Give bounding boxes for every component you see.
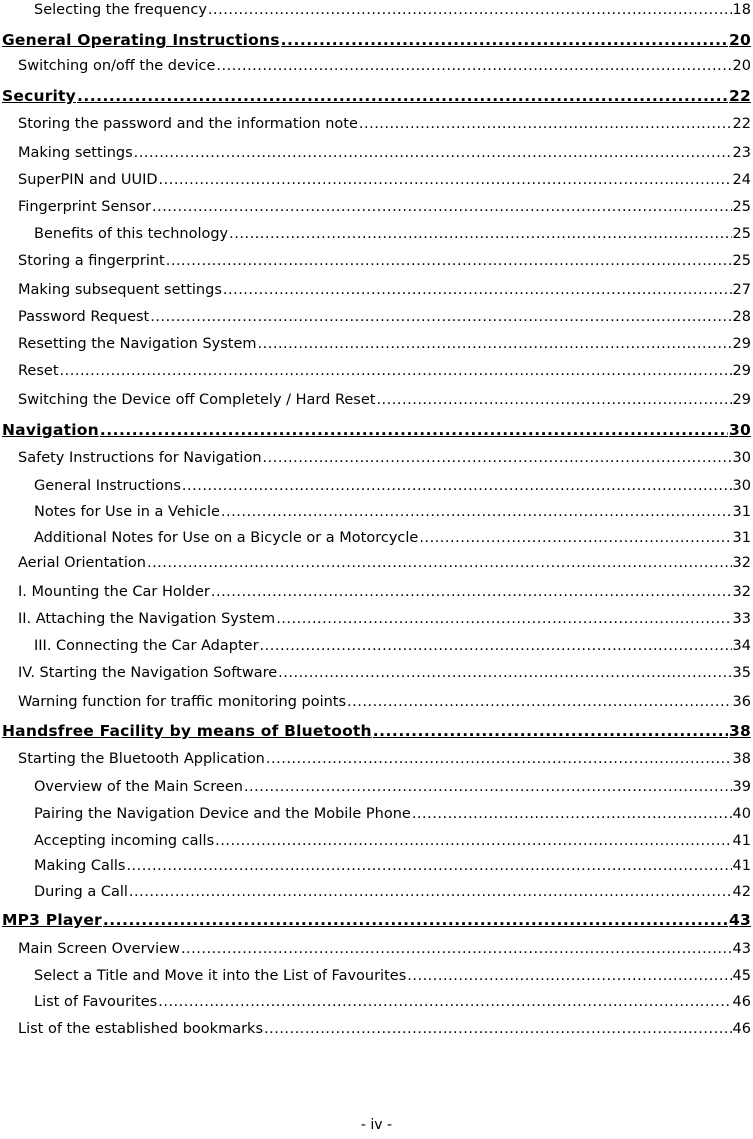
toc-entry[interactable] (18, 199, 751, 215)
page-number: - iv - (360, 1117, 393, 1133)
toc-entry-title: Benefits of this technology (34, 226, 229, 242)
toc-entry-page: 30 (729, 421, 751, 439)
toc-entry-page: 45 (732, 968, 751, 984)
toc-entry[interactable] (34, 858, 751, 874)
toc-entry-title: Select a Title and Move it into the List of Favourites (34, 968, 407, 984)
toc-entry[interactable] (18, 336, 751, 352)
toc-entry-page: 38 (732, 751, 751, 767)
toc-entry[interactable] (18, 363, 751, 379)
toc-entry-page: 25 (732, 226, 751, 242)
toc-section-heading[interactable] (2, 31, 751, 49)
toc-entry-title: Making subsequent settings (18, 282, 222, 298)
toc-entry-page: 36 (732, 694, 751, 710)
dot-leader (244, 779, 732, 795)
toc-entry-title: Safety Instructions for Navigation (18, 450, 262, 466)
toc-entry-page: 41 (732, 858, 751, 874)
toc-entry[interactable] (34, 968, 751, 984)
toc-entry[interactable] (34, 478, 751, 494)
toc-entry[interactable] (18, 555, 751, 571)
toc-section-heading[interactable] (2, 911, 751, 929)
toc-entry[interactable] (34, 779, 751, 795)
toc-entry-page: 23 (732, 145, 751, 161)
dot-leader (126, 858, 731, 874)
dot-leader (260, 638, 732, 654)
toc-entry-title: Security (2, 87, 76, 105)
toc-entry-title: III. Connecting the Car Adapter (34, 638, 259, 654)
toc-entry-page: 31 (732, 504, 751, 520)
toc-entry-page: 20 (732, 58, 751, 74)
dot-leader (276, 611, 731, 627)
toc-entry-page: 46 (732, 1021, 751, 1037)
toc-entry[interactable] (34, 806, 751, 822)
dot-leader (373, 722, 728, 740)
toc-entry-page: 46 (732, 994, 751, 1010)
dot-leader (100, 421, 728, 439)
dot-leader (60, 363, 732, 379)
toc-entry-page: 43 (729, 911, 751, 929)
dot-leader (77, 87, 728, 105)
toc-entry-title: Storing the password and the information note (18, 116, 358, 132)
toc-entry-page: 29 (732, 363, 751, 379)
toc-entry-page: 25 (732, 199, 751, 215)
dot-leader (258, 336, 732, 352)
dot-leader (147, 555, 732, 571)
toc-entry-page: 43 (732, 941, 751, 957)
dot-leader (376, 392, 731, 408)
toc-entry-title: Password Request (18, 309, 150, 325)
toc-entry-page: 25 (732, 253, 751, 269)
toc-entry-title: Accepting incoming calls (34, 833, 215, 849)
toc-entry-title: Resetting the Navigation System (18, 336, 257, 352)
toc-entry-title: Handsfree Facility by means of Bluetooth (2, 722, 372, 740)
toc-entry-page: 30 (732, 478, 751, 494)
toc-entry[interactable] (18, 665, 751, 681)
toc-entry-title: Starting the Bluetooth Application (18, 751, 265, 767)
toc-entry[interactable] (18, 253, 751, 269)
toc-entry[interactable] (34, 994, 751, 1010)
toc-entry-page: 31 (732, 530, 751, 546)
toc-entry-title: Overview of the Main Screen (34, 779, 243, 795)
toc-entry-title: During a Call (34, 884, 128, 900)
toc-section-heading[interactable] (2, 87, 751, 105)
toc-entry-title: Selecting the frequency (34, 2, 207, 18)
toc-entry-title: Main Screen Overview (18, 941, 180, 957)
toc-entry-title: Storing a fingerprint (18, 253, 165, 269)
dot-leader (211, 584, 732, 600)
toc-entry-title: General Instructions (34, 478, 181, 494)
toc-entry-title: General Operating Instructions (2, 31, 280, 49)
dot-leader (129, 884, 732, 900)
toc-entry-page: 27 (732, 282, 751, 298)
toc-entry-page: 42 (732, 884, 751, 900)
toc-entry[interactable] (18, 145, 751, 161)
toc-entry-title: Pairing the Navigation Device and the Mobile Phone (34, 806, 411, 822)
toc-entry-page: 20 (729, 31, 751, 49)
dot-leader (359, 116, 732, 132)
toc-entry[interactable] (34, 833, 751, 849)
toc-section-heading[interactable] (2, 421, 751, 439)
toc-entry[interactable] (18, 694, 751, 710)
toc-entry[interactable] (34, 2, 751, 18)
dot-leader (159, 172, 732, 188)
toc-entry-title: Reset (18, 363, 59, 379)
toc-entry-page: 33 (732, 611, 751, 627)
dot-leader (223, 282, 732, 298)
toc-entry-title: Making settings (18, 145, 133, 161)
toc-entry[interactable] (34, 638, 751, 654)
dot-leader (221, 504, 732, 520)
toc-entry[interactable] (18, 116, 751, 132)
dot-leader (229, 226, 731, 242)
toc-entry-page: 40 (732, 806, 751, 822)
toc-entry-page: 29 (732, 336, 751, 352)
toc-entry-page: 38 (729, 722, 751, 740)
toc-entry-title: Fingerprint Sensor (18, 199, 151, 215)
dot-leader (407, 968, 731, 984)
toc-entry[interactable] (18, 282, 751, 298)
toc-entry-title: Additional Notes for Use on a Bicycle or a Motorcycle (34, 530, 419, 546)
toc-entry[interactable] (18, 172, 751, 188)
toc-entry[interactable] (34, 530, 751, 546)
dot-leader (150, 309, 731, 325)
dot-leader (419, 530, 731, 546)
toc-entry[interactable] (18, 611, 751, 627)
toc-entry[interactable] (34, 884, 751, 900)
toc-entry-title: MP3 Player (2, 911, 102, 929)
toc-entry-page: 34 (732, 638, 751, 654)
toc-entry[interactable] (34, 226, 751, 242)
toc-entry-page: 39 (732, 779, 751, 795)
toc-entry-page: 22 (729, 87, 751, 105)
dot-leader (152, 199, 732, 215)
toc-entry-title: II. Attaching the Navigation System (18, 611, 276, 627)
dot-leader (166, 253, 732, 269)
dot-leader (264, 1021, 732, 1037)
toc-entry-title: Navigation (2, 421, 99, 439)
toc-entry-page: 41 (732, 833, 751, 849)
toc-entry-page: 32 (732, 555, 751, 571)
toc-entry-page: 29 (732, 392, 751, 408)
dot-leader (263, 450, 732, 466)
dot-leader (158, 994, 731, 1010)
dot-leader (347, 694, 732, 710)
toc-entry-page: 24 (732, 172, 751, 188)
toc-section-heading[interactable] (2, 722, 751, 740)
toc-entry-title: IV. Starting the Navigation Software (18, 665, 278, 681)
toc-entry-page: 18 (732, 2, 751, 18)
toc-entry[interactable] (18, 941, 751, 957)
toc-entry-page: 22 (732, 116, 751, 132)
toc-entry[interactable] (18, 392, 751, 408)
toc-entry-title: List of Favourites (34, 994, 158, 1010)
dot-leader (216, 58, 731, 74)
toc-entry-page: 32 (732, 584, 751, 600)
toc-entry[interactable] (34, 504, 751, 520)
toc-entry[interactable] (18, 450, 751, 466)
toc-entry-title: SuperPIN and UUID (18, 172, 158, 188)
toc-entry-title: Warning function for traffic monitoring points (18, 694, 347, 710)
dot-leader (281, 31, 728, 49)
toc-entry-title: Switching on/off the device (18, 58, 216, 74)
dot-leader (181, 941, 732, 957)
toc-entry[interactable] (18, 309, 751, 325)
toc-entry[interactable] (18, 58, 751, 74)
toc-entry-title: Switching the Device off Completely / Hard Reset (18, 392, 376, 408)
toc-entry[interactable] (18, 751, 751, 767)
toc-entry-page: 35 (732, 665, 751, 681)
toc-entry-title: Notes for Use in a Vehicle (34, 504, 220, 520)
toc-entry[interactable] (18, 1021, 751, 1037)
dot-leader (266, 751, 732, 767)
toc-entry-page: 28 (732, 309, 751, 325)
dot-leader (215, 833, 731, 849)
dot-leader (182, 478, 732, 494)
toc-entry-page: 30 (732, 450, 751, 466)
dot-leader (134, 145, 732, 161)
toc-entry[interactable] (18, 584, 751, 600)
dot-leader (412, 806, 732, 822)
toc-entry-title: I. Mounting the Car Holder (18, 584, 210, 600)
dot-leader (278, 665, 731, 681)
toc-entry-title: Making Calls (34, 858, 126, 874)
dot-leader (103, 911, 728, 929)
toc-entry-title: Aerial Orientation (18, 555, 146, 571)
dot-leader (208, 2, 732, 18)
toc-entry-title: List of the established bookmarks (18, 1021, 263, 1037)
